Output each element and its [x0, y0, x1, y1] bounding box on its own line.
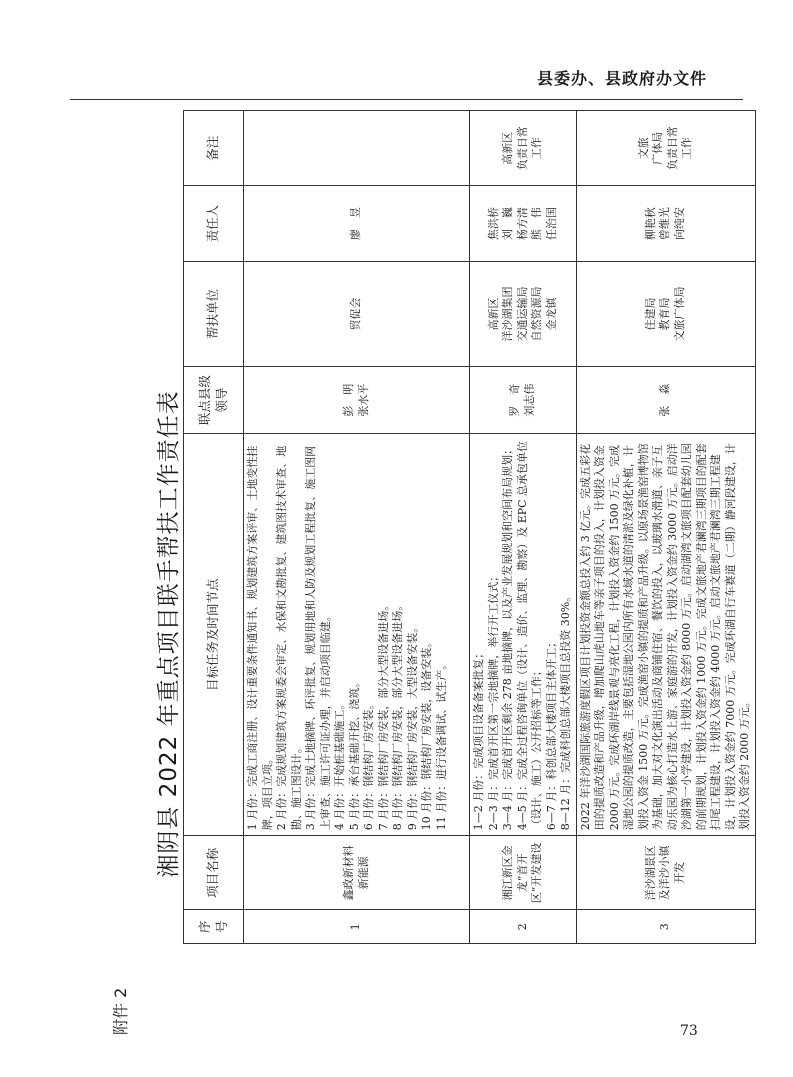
responsible-name: 焦洪桥 — [486, 207, 500, 241]
responsible-name: 柳艳秋 — [643, 207, 657, 241]
header-support-unit: 帮扶单位 — [184, 261, 244, 366]
task-line: 7 月份：钢结构厂房安装，部分大型设备进场。 — [376, 599, 390, 831]
row-remarks — [470, 111, 577, 186]
row-support-unit — [470, 261, 577, 366]
row-contact-leader — [576, 367, 755, 434]
header-seq: 序号 — [184, 910, 244, 944]
header-tasks: 目标任务及时间节点 — [184, 434, 244, 836]
task-paragraph: 2022 年洋沙湖国际旅游度假区项目计划投资金额总投入约 3 亿元。完成五彩花田的提质改造和产品升级，增加爬山虎山地车等亲子项目的投入，计划投入资金 2000 万元。完成环湖岸线景观与亮化工程，计划投入资金约 1500 万元。完成湿地公园的提质改造，主要包括湿地公园内所有水域水道的清淤及绿化补植，计划投入资金 1500 万元。完成渔窑小镇的提质和产品升级。以原场景渔窑博物馆为基础，加大对文化演出活动及商铺住宿、餐饮的投入，以玻璃水滑道、亲子互动乐园为核心打造水上游、家庭游的开发，计划投入资金约 3000 万元。启动洋沙湖第一小学建设，计划投入资金约 8000 万元。启动湖湾文旅项目配套幼儿园的前期规划，计划投入资金约 1000 万元。完成文旅地产君澜湾三期项目的配套扫尾工程建设，计划投入资金约 4000 万元。启动文旅地产君澜湾三期工程建设，计划投入资金约 7000 万元。完成环湖自行车赛道（二期）静河段建设，计划投入资金约 2000 万元。 — [578, 443, 752, 831]
responsibility-table-wrapper — [183, 110, 752, 944]
header-responsible-person: 责任人 — [184, 186, 244, 261]
task-line: 8—12 月：完成科创总部大楼项目总投资 30%。 — [559, 590, 573, 831]
task-line: 6—7 月：科创总部大楼项目主体开工； — [544, 636, 558, 831]
leader-name: 张 淼 — [658, 383, 672, 417]
support-unit-name: 交通运输局 — [515, 286, 529, 342]
task-line: 9 月份：钢结构厂房安装，大型设备安装。 — [405, 621, 419, 831]
page-number: 73 — [680, 1023, 698, 1039]
responsible-name: 任治国 — [544, 207, 558, 241]
task-line: 3 月份：完成土地摘牌、环评批复、规划用地和人防及规划工程批复、施工图网上审查、施工许可证办理，并启动项目临建。 — [304, 445, 332, 831]
responsible-name: 熊 伟 — [530, 207, 544, 241]
responsibility-table — [183, 110, 756, 944]
row-tasks — [576, 434, 755, 836]
task-line: 4—5 月：完成全过程咨询单位（设计、造价、监理、勘察）及 EPC 总承包单位（设计、施工）公开招标等工作； — [515, 440, 544, 831]
task-line: 1—2 月份：完成项目设备备案批复； — [472, 647, 485, 831]
row-tasks — [244, 434, 470, 836]
task-line: 4 月份：开始桩基础施工。 — [333, 698, 347, 831]
leader-name: 彭 明 — [341, 383, 355, 417]
table-row — [576, 111, 755, 944]
responsible-name: 刘 巍 — [501, 207, 515, 241]
remark-text: 负责日常 — [515, 126, 529, 171]
task-line: 3—4 月：完成首开区剩余 278 亩地摘牌，以及产业发展规划和空间布局规划； — [501, 443, 515, 831]
leader-name: 刘志伟 — [522, 383, 536, 417]
document-title: 湘阴县 2022 年重点项目联手帮扶工作责任表 — [156, 390, 182, 878]
task-line: 2—3 月：完成首开区第一宗地摘牌，举行开工仪式； — [486, 570, 500, 831]
task-line: 10 月份：钢结构厂房安装，设备安装。 — [420, 636, 434, 831]
row-responsible-person — [470, 186, 577, 261]
row-project-name: 湘江新区金龙“首开区”开发建设 — [470, 836, 577, 910]
remark-text: 负责日常 — [665, 126, 679, 171]
remark-text: 高新区 — [501, 131, 515, 165]
task-line: 11 月份：进行设备调试、试生产。 — [434, 658, 448, 831]
header-title: 县委办、县政府办文件 — [536, 69, 707, 88]
task-line: 2 月份：完成规划建筑方案规委会审定、水保和文勘批复、建筑图技术审查、地勘、施工图设计。 — [275, 445, 303, 831]
row-responsible-person — [576, 186, 755, 261]
attachment-label: 附件 2 — [111, 987, 130, 1035]
row-support-unit — [576, 261, 755, 366]
remark-text: 工作 — [680, 137, 694, 160]
task-line: 5 月份：承台基础开挖、浇筑。 — [347, 676, 361, 831]
row-project-name: 鑫政新材料新能源 — [244, 836, 470, 910]
responsible-name: 杨方清 — [515, 207, 529, 241]
support-unit-name: 教育局 — [658, 297, 672, 331]
row-seq: 3 — [576, 910, 755, 944]
row-project-name: 洋沙湖景区及洋沙小镇开发 — [576, 836, 755, 910]
support-unit-name: 住建局 — [643, 297, 657, 331]
row-seq: 2 — [470, 910, 577, 944]
responsible-name: 廖 昱 — [349, 207, 363, 241]
row-contact-leader — [244, 367, 470, 434]
row-responsible-person — [244, 186, 470, 261]
leader-name: 罗 奇 — [508, 383, 522, 417]
remark-text: 广体局 — [651, 131, 665, 165]
support-unit-name: 金龙镇 — [544, 297, 558, 331]
remark-text: 工作 — [530, 137, 544, 160]
header-divider — [70, 99, 743, 100]
support-unit-name: 高新区 — [486, 297, 500, 331]
responsible-name: 向纯安 — [672, 207, 686, 241]
row-tasks — [470, 434, 577, 836]
support-unit-name: 贸促会 — [349, 297, 363, 331]
responsible-name: 曾维光 — [658, 207, 672, 241]
row-seq: 1 — [244, 910, 470, 944]
header-remarks: 备注 — [184, 111, 244, 186]
row-support-unit — [244, 261, 470, 366]
support-unit-name: 文旅广体局 — [672, 286, 686, 342]
header-project-name: 项目名称 — [184, 836, 244, 910]
row-remarks — [576, 111, 755, 186]
support-unit-name: 洋沙湖集团 — [501, 286, 515, 342]
row-contact-leader — [470, 367, 577, 434]
header-contact-leader: 联点县级领导 — [184, 367, 244, 434]
row-remarks — [244, 111, 470, 186]
table-row — [244, 111, 470, 944]
support-unit-name: 自然资源局 — [530, 286, 544, 342]
task-line: 1 月份：完成工商注册、设计重要条件通知书、规划建筑方案评审、土地变性挂牌，项目立项。 — [246, 445, 274, 831]
remark-text: 文旅 — [636, 137, 650, 160]
task-line: 6 月份：钢结构厂房安装。 — [362, 698, 376, 831]
task-line: 8 月份：钢结构厂房安装，部分大型设备进场。 — [391, 599, 405, 831]
table-row — [470, 111, 577, 944]
leader-name: 张水平 — [356, 383, 370, 417]
